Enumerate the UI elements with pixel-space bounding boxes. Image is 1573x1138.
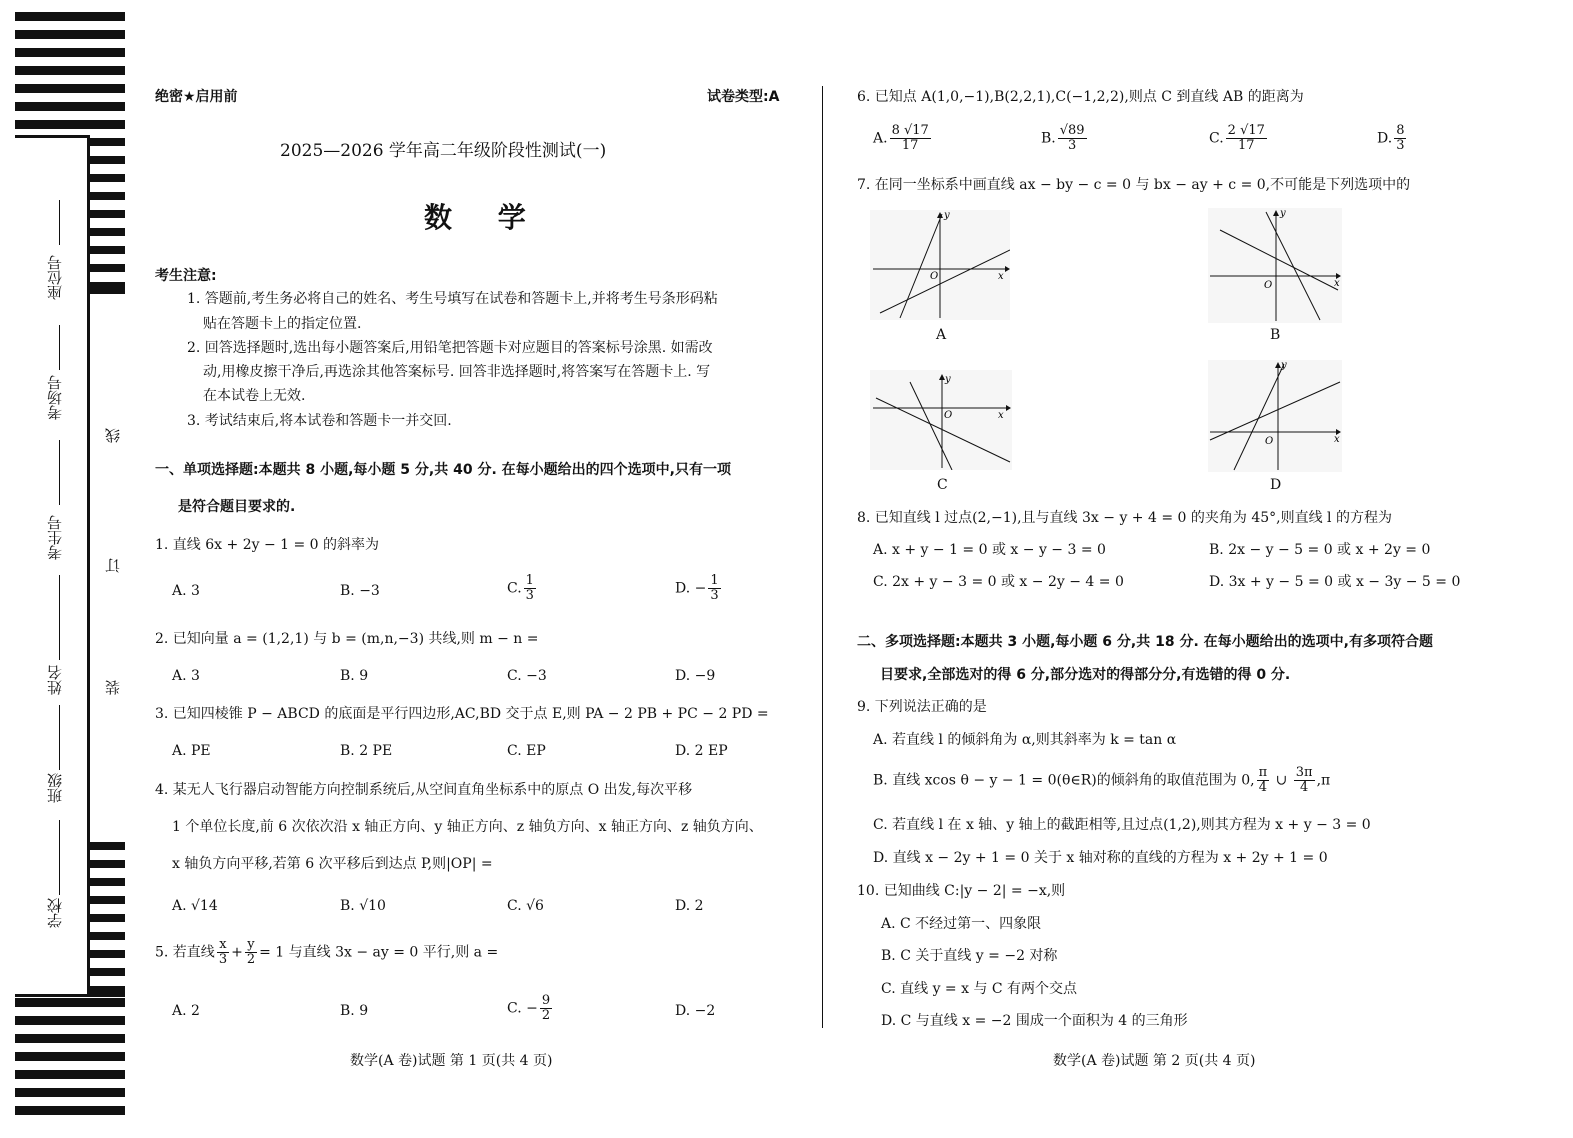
binding-stripe [90,842,125,850]
notice-item: 动,用橡皮擦干净后,再选涂其他答案标号. 回答非选择题时,将答案写在答题卡上. 写 [203,364,711,380]
q1-option-c: C. $\frac{1}{3}$ [507,573,534,603]
section1-heading: 一、单项选择题:本题共 8 小题,每小题 5 分,共 40 分. 在每小题给出的四个选项中,只有一项 [155,462,731,478]
q2-option-b: B. 9 [340,668,369,684]
q7-graph-b [1208,208,1342,323]
binding-stripe [90,210,125,218]
q4-stem-cont: x 轴负方向平移,若第 6 次平移后到达点 P,则|OP| = [172,856,493,872]
subject-title: 数 学 [424,201,544,234]
binding-stripe [90,228,125,236]
barcode-bar [15,120,125,129]
barcode-bar [15,30,125,39]
footer-page-2: 数学(A 卷)试题 第 2 页(共 4 页) [1053,1053,1256,1069]
q9-option-b: B. 直线 xcos θ − y − 1 = 0(θ∈R)的倾斜角的取值范围为 0, $\frac{\pi}{4}$ ∪ $\frac{3\pi}{4}$ ,π [873,765,1331,795]
origin-label: O [930,271,939,282]
q7-label-b: B [1270,327,1281,343]
q2-option-d: D. −9 [675,668,716,684]
q1-option-a: A. 3 [172,583,200,599]
binding-stripe [90,950,125,958]
q8-option-a: A. x + y − 1 = 0 或 x − y − 3 = 0 [873,542,1106,558]
x-axis-label: x [998,271,1004,282]
barcode-bar [15,84,125,93]
barcode-bar [15,48,125,57]
confidential-label: 绝密★启用前 [155,89,238,105]
line-2 [880,250,1010,313]
column-divider [822,86,823,1028]
origin-label: O [1264,280,1273,291]
q7-stem: 7. 在同一坐标系中画直线 ax − by − c = 0 与 bx − ay + c = 0,不可能是下列选项中的 [857,177,1411,193]
cut-ding-mark: 订 [104,558,122,573]
binding-stripe [90,896,125,904]
barcode-bar [15,102,125,111]
q10-option-c: C. 直线 y = x 与 C 有两个交点 [881,981,1078,997]
notice-heading: 考生注意: [155,268,217,284]
exam-title: 2025—2026 学年高二年级阶段性测试(一) [280,141,607,161]
q5-option-c: C. − $\frac{9}{2}$ [507,993,551,1023]
q7-label-d: D [1270,477,1282,493]
seat-label: 座位号 [46,255,64,300]
barcode-bar [15,1070,125,1079]
notice-item: 2. 回答选择题时,选出每小题答案后,用铅笔把答题卡对应题目的答案标号涂黑. 如需改 [187,340,713,356]
q10-option-b: B. C 关于直线 y = −2 对称 [881,948,1058,964]
cut-line-mark: 线 [104,428,122,443]
q8-option-d: D. 3x + y − 5 = 0 或 x − 3y − 5 = 0 [1209,574,1461,590]
origin-label: O [944,410,953,421]
class-label: 班级 [46,773,64,803]
q2-stem: 2. 已知向量 a = (1,2,1) 与 b = (m,n,−3) 共线,则 m − n = [155,631,539,647]
q6-stem: 6. 已知点 A(1,0,−1),B(2,2,1),C(−1,2,2),则点 C 到直线 AB 的距离为 [857,89,1304,105]
q10-option-d: D. C 与直线 x = −2 围成一个面积为 4 的三角形 [881,1013,1188,1029]
barcode-bar [15,1106,125,1115]
q4-option-b: B. √10 [340,898,386,914]
footer-page-1: 数学(A 卷)试题 第 1 页(共 4 页) [350,1053,553,1069]
blank-line [59,820,60,895]
q10-option-a: A. C 不经过第一、四象限 [881,916,1042,932]
x-axis-label: x [1334,434,1340,445]
q5-option-d: D. −2 [675,1003,716,1019]
notice-item: 1. 答题前,考生务必将自己的姓名、考生号填写在试卷和答题卡上,并将考生号条形码粘 [187,291,718,307]
blank-line [59,575,60,660]
q3-stem: 3. 已知四棱锥 P − ABCD 的底面是平行四边形,AC,BD 交于点 E,则 PA − 2 PB + PC − 2 PD = [155,706,769,722]
q3-option-b: B. 2 PE [340,743,393,759]
q5-option-a: A. 2 [172,1003,200,1019]
section1-heading-cont: 是符合题目要求的. [178,499,296,515]
section2-heading-cont: 目要求,全部选对的得 6 分,部分选对的得部分分,有选错的得 0 分. [880,667,1291,683]
y-axis-label: y [945,374,951,385]
q2-option-a: A. 3 [172,668,200,684]
q2-option-c: C. −3 [507,668,547,684]
q1-option-b: B. −3 [340,583,380,599]
q4-stem: 4. 某无人飞行器启动智能方向控制系统后,从空间直角坐标系中的原点 O 出发,每次平移 [155,782,693,798]
paper-type: 试卷类型:A [707,89,780,105]
q1-option-d: D. − $\frac{1}{3}$ [675,573,719,603]
binding-stripe [90,246,125,254]
barcode-bar [15,1052,125,1061]
line-2 [910,382,952,470]
line-2 [1234,364,1284,470]
blank-line [59,440,60,505]
q7-graph-d [1208,360,1342,472]
binding-stripe [90,932,125,940]
q8-stem: 8. 已知直线 l 过点(2,−1),且与直线 3x − y + 4 = 0 的夹角为 45°,则直线 l 的方程为 [857,510,1392,526]
line-2 [1266,212,1320,320]
binding-stripe [90,264,125,272]
binding-stripe [90,192,125,200]
q9-option-c: C. 若直线 l 在 x 轴、y 轴上的截距相等,且过点(1,2),则其方程为 x + y − 3 = 0 [873,817,1371,833]
q7-label-a: A [936,327,947,343]
binding-stripe [90,174,125,182]
x-axis-label: x [998,410,1004,421]
notice-item: 3. 考试结束后,将本试卷和答题卡一并交回. [187,413,452,429]
q6-option-b: B. $\frac{√89}{3}$ [1041,123,1085,153]
name-label: 姓名 [46,665,64,695]
blank-line [59,705,60,770]
q4-stem-cont: 1 个单位长度,前 6 次依次沿 x 轴正方向、y 轴正方向、z 轴负方向、x 轴正方向、z 轴负方向、 [172,819,763,835]
q10-stem: 10. 已知曲线 C:|y − 2| = −x,则 [857,883,1066,899]
barcode-bar [15,66,125,75]
binding-stripe [90,878,125,886]
blank-line [59,200,60,245]
q6-option-a: A. $\frac{8 √17}{17}$ [873,123,929,153]
room-label: 考场号 [46,375,64,420]
q8-option-b: B. 2x − y − 5 = 0 或 x + 2y = 0 [1209,542,1431,558]
q5-stem: 5. 若直线 $\frac{x}{3}$ + $\frac{y}{2}$ = 1 与直线 3x − ay = 0 平行,则 a = [155,937,499,967]
section2-heading: 二、多项选择题:本题共 3 小题,每小题 6 分,共 18 分. 在每小题给出的选项中,有多项符合题 [857,634,1433,650]
binding-stripe [90,914,125,922]
q8-option-c: C. 2x + y − 3 = 0 或 x − 2y − 4 = 0 [873,574,1124,590]
q5-option-b: B. 9 [340,1003,369,1019]
q4-option-d: D. 2 [675,898,704,914]
q9-stem: 9. 下列说法正确的是 [857,699,987,715]
binding-stripe [90,860,125,868]
barcode-bar [15,998,125,1007]
x-axis-arrow [1005,266,1010,272]
barcode-bar [15,12,125,21]
q3-option-a: A. PE [172,743,211,759]
q3-option-d: D. 2 EP [675,743,728,759]
x-axis-label: x [1334,278,1340,289]
q6-option-d: D. $\frac{8}{3}$ [1377,123,1405,153]
q4-option-a: A. √14 [172,898,218,914]
binding-stripe [90,138,125,146]
barcode-bar [15,1016,125,1025]
q7-graph-c [870,370,1012,470]
line-1 [1210,382,1340,440]
barcode-bar [15,1034,125,1043]
q9-option-a: A. 若直线 l 的倾斜角为 α,则其斜率为 k = tan α [873,732,1177,748]
binding-stripe [90,282,125,294]
line-1 [900,214,942,318]
y-axis-label: y [944,210,950,221]
cut-zhuang-mark: 装 [104,680,122,695]
blank-line [59,325,60,370]
q3-option-c: C. EP [507,743,546,759]
origin-label: O [1265,436,1274,447]
y-axis-label: y [1281,360,1287,371]
binding-stripe [90,156,125,164]
exam-no-label: 考生号 [46,515,64,560]
q7-label-c: C [937,477,948,493]
binding-stripe [90,968,125,976]
q1-stem: 1. 直线 6x + 2y − 1 = 0 的斜率为 [155,537,380,553]
y-axis-arrow [1273,210,1279,216]
q4-option-c: C. √6 [507,898,544,914]
barcode-bar [15,1088,125,1097]
q9-option-d: D. 直线 x − 2y + 1 = 0 关于 x 轴对称的直线的方程为 x + 2y + 1 = 0 [873,850,1328,866]
x-axis-arrow [1006,405,1011,411]
y-axis-label: y [1280,208,1286,219]
school-label: 学校 [46,898,64,928]
q6-option-c: C. $\frac{2 √17}{17}$ [1209,123,1265,153]
notice-item: 贴在答题卡上的指定位置. [203,316,362,332]
q7-graph-a [870,210,1010,320]
binding-stripe [90,986,125,997]
notice-item: 在本试卷上无效. [203,388,306,404]
